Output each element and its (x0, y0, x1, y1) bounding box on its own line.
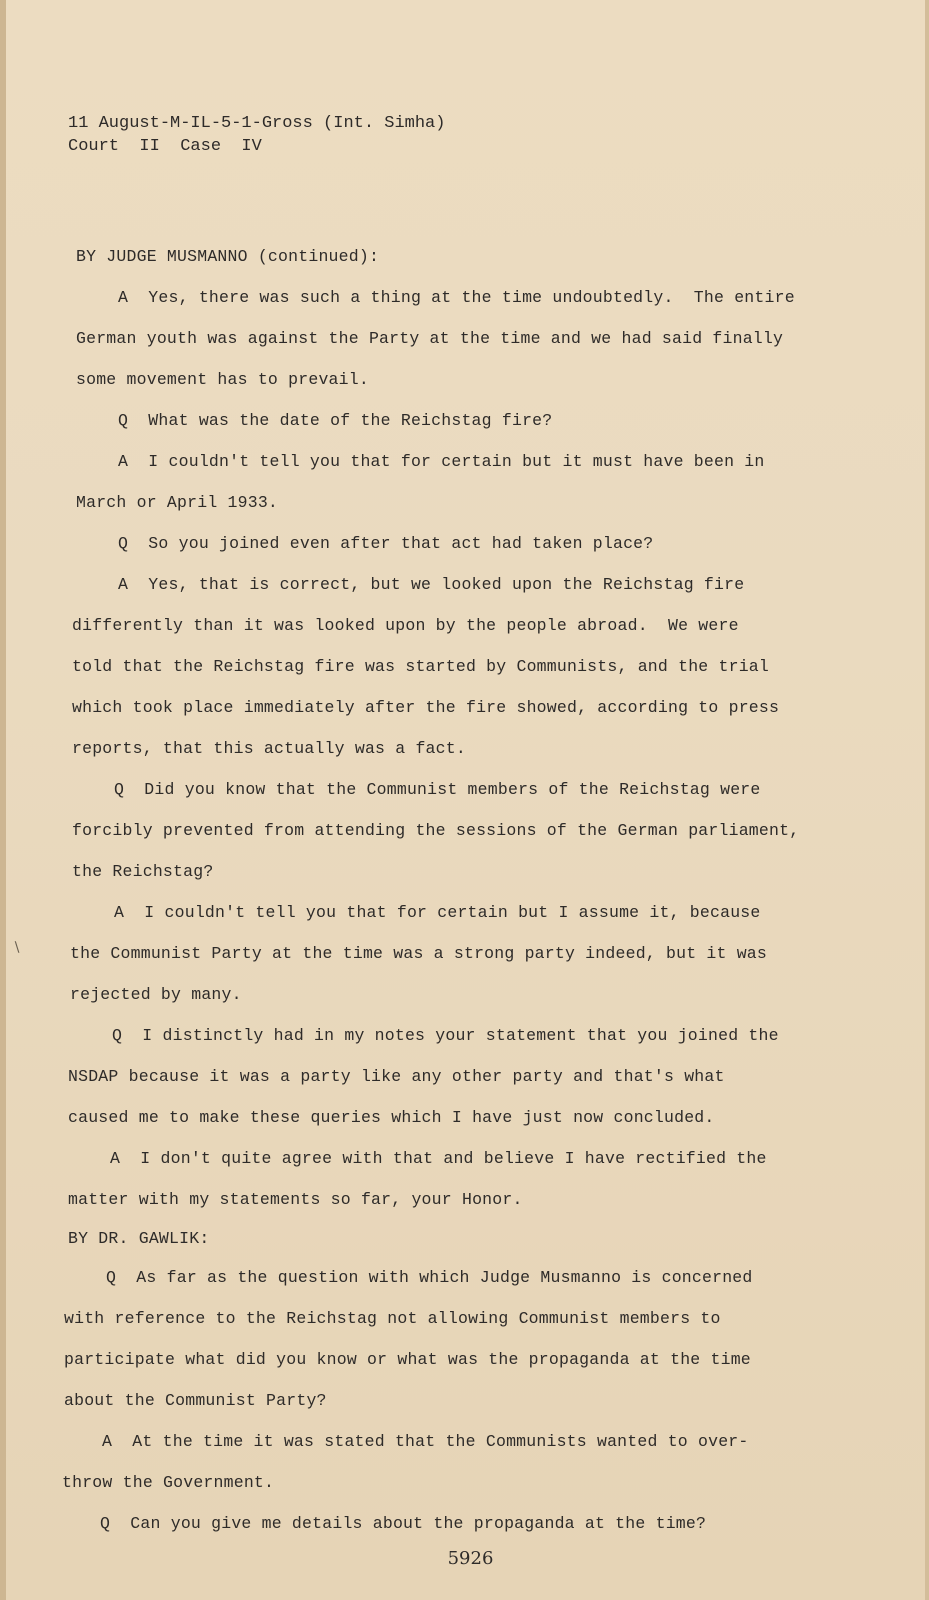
transcript-line: about the Communist Party? (64, 1391, 327, 1410)
transcript-line: caused me to make these queries which I have just now concluded. (68, 1108, 715, 1127)
transcript-line: A I couldn't tell you that for certain but it must have been in (118, 452, 765, 471)
page-number: 5926 (447, 1548, 494, 1569)
transcript-line: matter with my statements so far, your Honor. (68, 1190, 523, 1209)
transcript-line: the Reichstag? (72, 862, 214, 881)
transcript-line: differently than it was looked upon by the people abroad. We were (72, 616, 739, 635)
transcript-line: participate what did you know or what was the propaganda at the time (64, 1350, 751, 1369)
transcript-line: Q So you joined even after that act had taken place? (118, 534, 654, 553)
transcript-body (60, 236, 860, 1544)
transcript-line: Q Can you give me details about the propaganda at the time? (100, 1514, 707, 1533)
transcript-line: German youth was against the Party at the time and we had said finally (76, 329, 784, 348)
transcript-line: some movement has to prevail. (76, 370, 369, 389)
transcript-line: Q As far as the question with which Judge Musmanno is concerned (106, 1268, 753, 1287)
transcript-line: reports, that this actually was a fact. (72, 739, 466, 758)
transcript-line: Q I distinctly had in my notes your statement that you joined the (112, 1026, 779, 1045)
transcript-line: A Yes, that is correct, but we looked upon the Reichstag fire (118, 575, 745, 594)
transcript-line: A Yes, there was such a thing at the time undoubtedly. The entire (118, 288, 795, 307)
transcript-line: BY JUDGE MUSMANNO (continued): (76, 247, 380, 266)
transcript-line: which took place immediately after the fire showed, according to press (72, 698, 780, 717)
transcript-line: Q What was the date of the Reichstag fire? (118, 411, 553, 430)
transcript-line: A I don't quite agree with that and believe I have rectified the (110, 1149, 767, 1168)
transcript-line: NSDAP because it was a party like any other party and that's what (68, 1067, 725, 1086)
transcript-line: March or April 1933. (76, 493, 279, 512)
transcript-line: with reference to the Reichstag not allowing Communist members to (64, 1309, 721, 1328)
transcript-line: A At the time it was stated that the Communists wanted to over- (102, 1432, 749, 1451)
transcript-line: throw the Government. (62, 1473, 275, 1492)
transcript-line: told that the Reichstag fire was started by Communists, and the trial (72, 657, 770, 676)
transcript-line: rejected by many. (70, 985, 242, 1004)
header-case-line: 11 August-M-IL-5-1-Gross (Int. Simha) (68, 114, 446, 133)
transcript-line: BY DR. GAWLIK: (68, 1229, 210, 1248)
transcript-line: the Communist Party at the time was a strong party indeed, but it was (70, 944, 768, 963)
transcript-line: forcibly prevented from attending the sessions of the German parliament, (72, 821, 800, 840)
header-court-line: Court II Case IV (68, 137, 262, 156)
document-header (68, 112, 445, 158)
transcript-line: A I couldn't tell you that for certain but I assume it, because (114, 903, 761, 922)
margin-mark: ∖ (12, 940, 21, 956)
transcript-line: Q Did you know that the Communist members of the Reichstag were (114, 780, 761, 799)
